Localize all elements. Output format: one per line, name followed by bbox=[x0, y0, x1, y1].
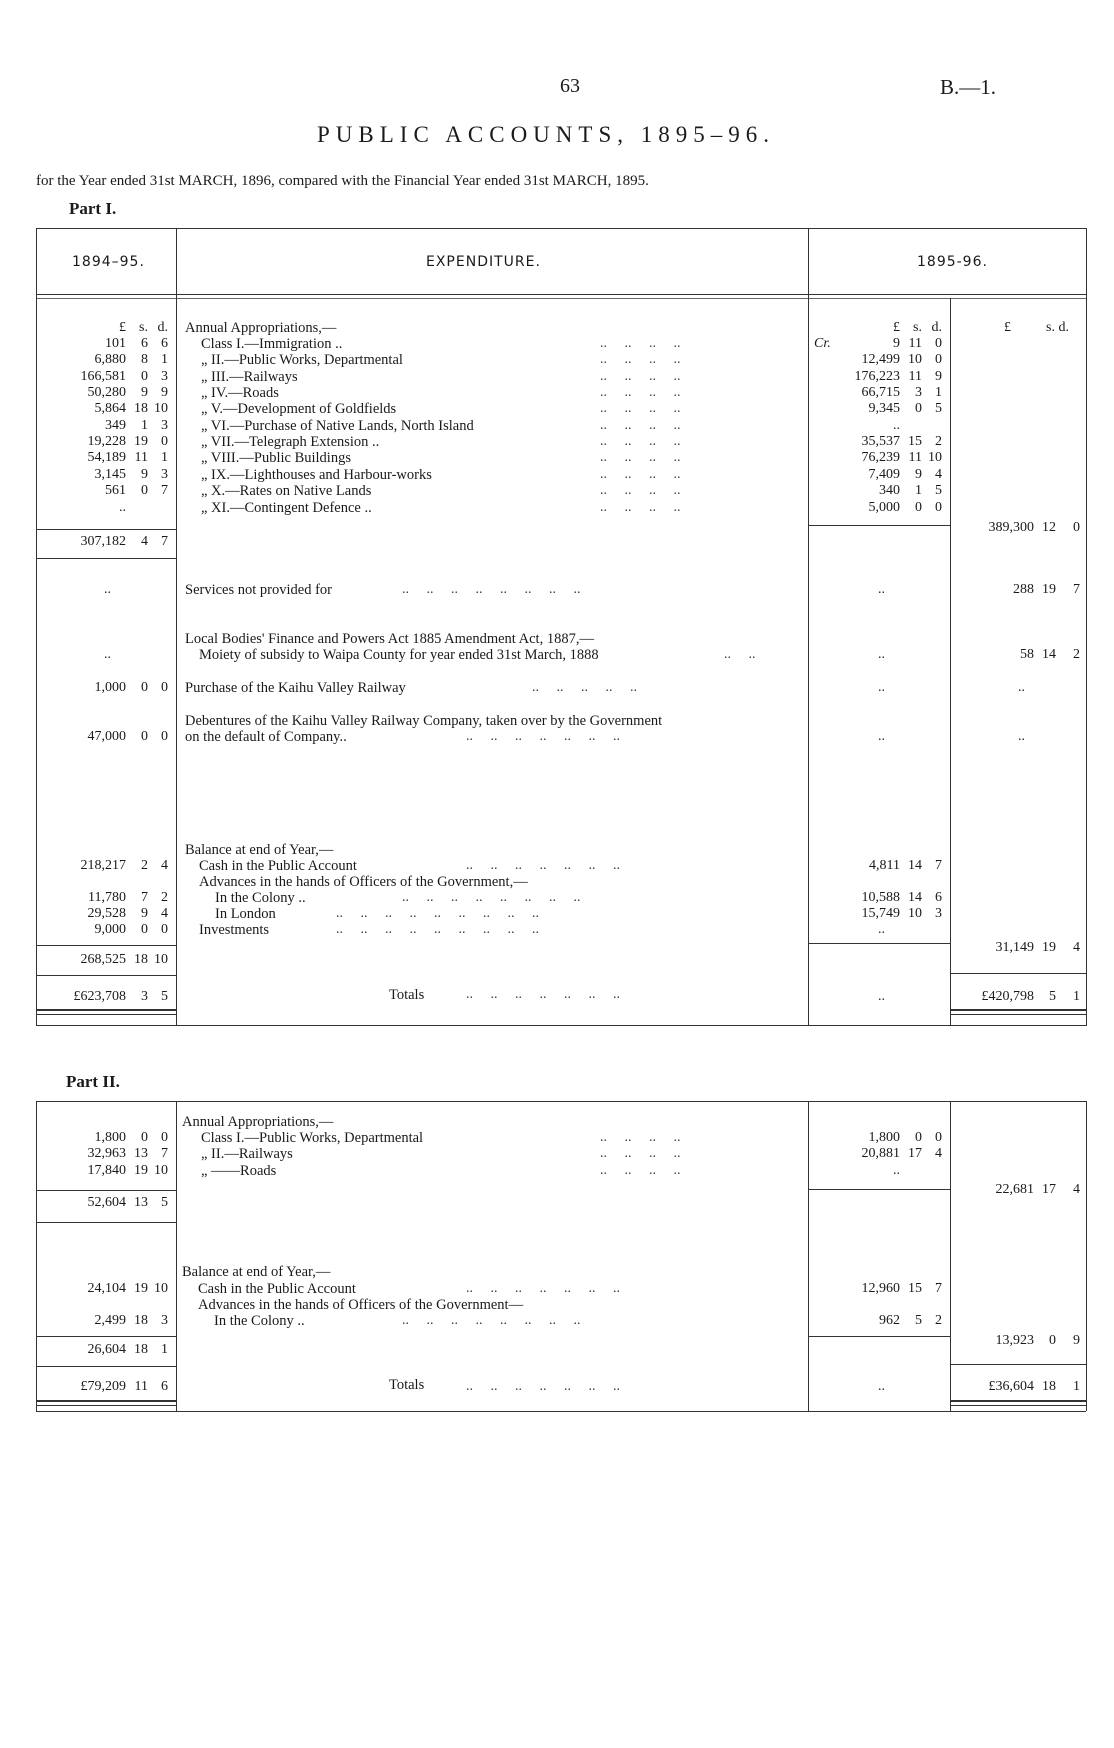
class-row-cur: 20,881 17 4 bbox=[861, 1146, 942, 1162]
balance-investments-cur: .. bbox=[878, 922, 885, 937]
class-row-prev: 5,864 18 10 bbox=[94, 401, 168, 417]
p2-balance-total-prev: 26,604 18 1 bbox=[87, 1342, 168, 1357]
column-header-expenditure: EXPENDITURE. bbox=[426, 254, 541, 270]
class-row-prev: 32,963 13 7 bbox=[87, 1146, 168, 1162]
balance-london-cur: 15,749 10 3 bbox=[861, 906, 942, 921]
local-bodies-line1: Local Bodies' Finance and Powers Act 1885 Amendment Act, 1887,— bbox=[185, 631, 594, 647]
debentures-cur-mid: .. bbox=[878, 729, 885, 744]
class-row-prev: 3,145 9 3 bbox=[94, 466, 168, 482]
balance-colony-prev: 11,780 7 2 bbox=[88, 890, 168, 905]
balance-london-prev: 29,528 9 4 bbox=[87, 906, 168, 921]
balance-total-prev: 268,525 18 10 bbox=[80, 952, 168, 967]
class-row-prev: 19,228 19 0 bbox=[87, 434, 168, 450]
balance-investments-prev: 9,000 0 0 bbox=[94, 922, 168, 937]
balance-colony-cur: 10,588 14 6 bbox=[861, 890, 942, 905]
class-row-cur: 9,345 0 5 bbox=[868, 401, 942, 417]
balance-heading: Balance at end of Year,— bbox=[185, 842, 334, 858]
page-title: PUBLIC ACCOUNTS, 1895–96. bbox=[317, 122, 775, 147]
class-row-label: „ VII.—Telegraph Extension .. bbox=[201, 434, 380, 451]
class-row-prev: 166,581 0 3 bbox=[80, 368, 168, 384]
services-cur: 288 19 7 bbox=[1013, 582, 1080, 597]
class-row-cur: 1,800 0 0 bbox=[868, 1130, 942, 1145]
debentures-cur: .. bbox=[1018, 729, 1025, 744]
appropriations-heading: Annual Appropriations,— bbox=[185, 320, 337, 336]
class-row-label: „ V.—Development of Goldfields bbox=[201, 401, 397, 418]
class-row-cur: 66,715 3 1 bbox=[861, 385, 942, 401]
p2-balance-colony-prev: 2,499 18 3 bbox=[94, 1313, 168, 1328]
balance-investments-label: Investments bbox=[199, 922, 270, 938]
balance-cash-label: Cash in the Public Account bbox=[199, 858, 357, 874]
class-row-label: „ IX.—Lighthouses and Harbour-works bbox=[201, 466, 432, 483]
class-row-prev: 54,189 11 1 bbox=[87, 450, 168, 466]
document-reference: B.—1. bbox=[940, 75, 997, 99]
class-row-label: „ IV.—Roads bbox=[201, 385, 279, 402]
class-row-prev: 349 1 3 bbox=[105, 417, 168, 433]
class-row-prev: 101 6 6 bbox=[105, 336, 168, 351]
class-row-prev: 17,840 19 10 bbox=[87, 1162, 168, 1178]
class-row-label: „ VI.—Purchase of Native Lands, North Island bbox=[201, 417, 474, 434]
class-row-prev: 6,880 8 1 bbox=[94, 352, 168, 368]
p2-appropriations-total-cur: 22,681 17 4 bbox=[995, 1182, 1080, 1197]
class-row-prev: 50,280 9 9 bbox=[87, 385, 168, 401]
column-header-1894-95: 1894–95. bbox=[72, 254, 145, 270]
kaihu-purchase-cur-mid: .. bbox=[878, 680, 885, 695]
class-row-label: „ III.—Railways bbox=[201, 368, 298, 385]
page-subtitle: for the Year ended 31st MARCH, 1896, compared with the Financial Year ended 31st MARCH, 1895. bbox=[36, 173, 649, 189]
balance-cash-cur: 4,811 14 7 bbox=[869, 858, 942, 873]
class-row-cur: Cr. 9 11 0 bbox=[814, 336, 942, 351]
services-cur-mid: .. bbox=[878, 582, 885, 597]
class-row-prev: .. bbox=[119, 499, 126, 515]
balance-advances-label: Advances in the hands of Officers of the Government,— bbox=[199, 874, 528, 890]
part-two-label: Part II. bbox=[66, 1072, 120, 1091]
p2-totals-cur: £36,604 18 1 bbox=[988, 1379, 1080, 1394]
balance-cash-prev: 218,217 2 4 bbox=[80, 858, 168, 873]
kaihu-purchase-cur: .. bbox=[1018, 680, 1025, 695]
totals-cur: £420,798 5 1 bbox=[981, 989, 1080, 1004]
class-row-label: „ II.—Railways bbox=[201, 1146, 293, 1163]
class-row-label: „ XI.—Contingent Defence .. bbox=[201, 499, 372, 516]
appropriations-total-cur: 389,300 12 0 bbox=[988, 520, 1080, 535]
part-one-label: Part I. bbox=[69, 199, 117, 218]
p2-balance-cash-cur: 12,960 15 7 bbox=[861, 1281, 942, 1296]
local-bodies-cur: 58 14 2 bbox=[1020, 647, 1080, 662]
class-row-cur: 76,239 11 10 bbox=[861, 450, 942, 466]
debentures-prev: 47,000 0 0 bbox=[87, 729, 168, 744]
class-row-cur: .. bbox=[893, 1162, 900, 1178]
class-row-label: „ X.—Rates on Native Lands bbox=[201, 483, 372, 500]
balance-colony-label: In the Colony .. bbox=[215, 890, 306, 906]
local-bodies-line2: Moiety of subsidy to Waipa County for year ended 31st March, 1888 bbox=[199, 647, 599, 663]
balance-london-label: In London bbox=[215, 906, 276, 922]
class-row-cur: 340 1 5 bbox=[879, 483, 942, 499]
appropriations-total-prev: 307,182 4 7 bbox=[80, 534, 168, 549]
p2-appropriations-total-prev: 52,604 13 5 bbox=[87, 1195, 168, 1210]
class-row-prev: 1,800 0 0 bbox=[94, 1130, 168, 1145]
unit-sd-right: s. d. bbox=[1046, 320, 1069, 335]
local-bodies-prev: .. bbox=[104, 647, 111, 662]
class-row-cur: 176,223 11 9 bbox=[854, 368, 942, 384]
kaihu-purchase-label: Purchase of the Kaihu Valley Railway bbox=[185, 680, 406, 696]
class-row-cur: 5,000 0 0 bbox=[868, 499, 942, 515]
class-row-prev: 561 0 7 bbox=[105, 483, 168, 499]
units-prev: £ s. d. bbox=[119, 320, 168, 335]
class-row-label: Class I.—Public Works, Departmental bbox=[201, 1130, 424, 1146]
class-row-cur: 7,409 9 4 bbox=[868, 466, 942, 482]
p2-appropriations-heading: Annual Appropriations,— bbox=[182, 1114, 334, 1130]
class-row-cur: 35,537 15 2 bbox=[861, 434, 942, 450]
class-row-cur: .. bbox=[893, 417, 900, 433]
totals-cur-mid: .. bbox=[878, 989, 885, 1004]
column-header-1895-96: 1895-96. bbox=[917, 254, 988, 270]
totals-prev: £623,708 3 5 bbox=[73, 989, 168, 1004]
p2-balance-advances-label: Advances in the hands of Officers of the Government— bbox=[198, 1297, 524, 1313]
class-row-label: Class I.—Immigration .. bbox=[201, 336, 343, 352]
services-label: Services not provided for bbox=[185, 582, 332, 598]
class-row-cur: 12,499 10 0 bbox=[861, 352, 942, 368]
p2-balance-cash-label: Cash in the Public Account bbox=[198, 1281, 356, 1297]
p2-totals-prev: £79,209 11 6 bbox=[80, 1379, 168, 1394]
balance-total-cur: 31,149 19 4 bbox=[995, 940, 1080, 955]
local-bodies-cur-mid: .. bbox=[878, 647, 885, 662]
p2-balance-colony-label: In the Colony .. bbox=[214, 1313, 305, 1329]
p2-balance-cash-prev: 24,104 19 10 bbox=[87, 1281, 168, 1296]
p2-totals-label: Totals bbox=[389, 1377, 425, 1393]
debentures-line1: Debentures of the Kaihu Valley Railway Company, taken over by the Government bbox=[185, 713, 663, 729]
services-prev: .. bbox=[104, 582, 111, 597]
kaihu-purchase-prev: 1,000 0 0 bbox=[94, 680, 168, 695]
units-cur-mid: £ s. d. bbox=[893, 320, 942, 335]
p2-balance-heading: Balance at end of Year,— bbox=[182, 1264, 331, 1280]
p2-totals-cur-mid: .. bbox=[878, 1379, 885, 1394]
unit-pound-right: £ bbox=[1004, 320, 1011, 335]
p2-balance-total-cur: 13,923 0 9 bbox=[995, 1333, 1080, 1348]
p2-balance-colony-cur: 962 5 2 bbox=[879, 1313, 942, 1328]
class-row-label: „ ——Roads bbox=[201, 1162, 277, 1179]
class-row-label: „ VIII.—Public Buildings bbox=[201, 450, 351, 467]
debentures-line2: on the default of Company.. bbox=[185, 729, 347, 745]
page-number: 63 bbox=[560, 75, 580, 97]
class-row-label: „ II.—Public Works, Departmental bbox=[201, 352, 403, 369]
totals-label: Totals bbox=[389, 987, 425, 1003]
